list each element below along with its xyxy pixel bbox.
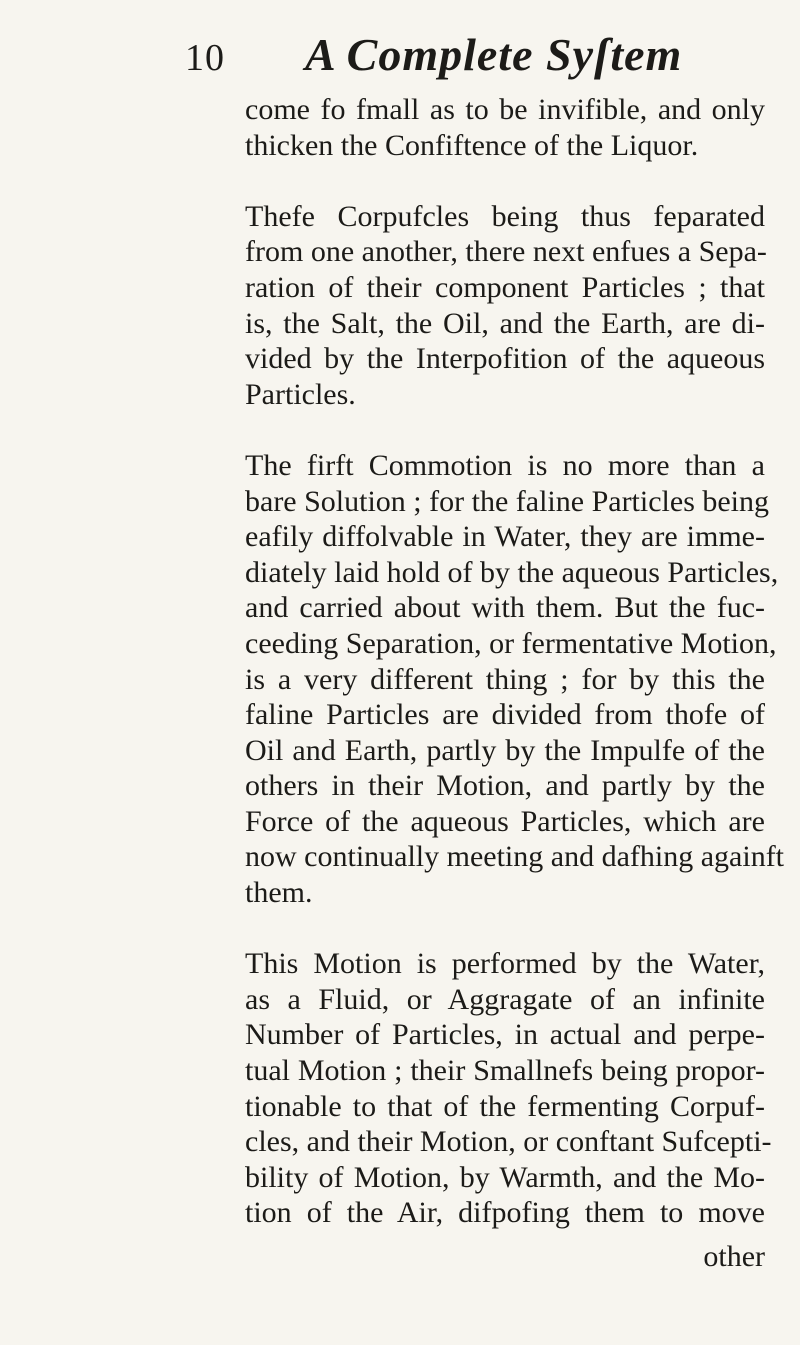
text-line: bility of Motion, by Warmth, and the Mo- xyxy=(245,1160,765,1194)
running-title: A Complete Syſtem xyxy=(305,29,683,80)
text-line: tionable to that of the fermenting Corpuf- xyxy=(245,1089,765,1123)
text-line: Oil and Earth, partly by the Impulfe of the xyxy=(245,733,765,767)
paragraph-4 xyxy=(245,946,772,1231)
text-line: bare Solution ; for the faline Particles being xyxy=(245,484,770,518)
text-line: vided by the Interpofition of the aqueous xyxy=(245,342,765,376)
paragraph-1 xyxy=(245,92,765,163)
text-line: This Motion is performed by the Water, xyxy=(245,947,765,981)
text-line: tual Motion ; their Smallnefs being propor- xyxy=(245,1054,765,1088)
text-line: thicken the Confiftence of the Liquor. xyxy=(245,128,699,162)
text-line: faline Particles are divided from thofe of xyxy=(245,698,765,732)
text-line: now continually meeting and dafhing againft xyxy=(245,840,785,874)
text-line: Particles. xyxy=(245,377,356,411)
text-line: others in their Motion, and partly by the xyxy=(245,769,765,803)
text-line: The firft Commotion is no more than a xyxy=(245,448,765,482)
text-line: Number of Particles, in actual and perpe- xyxy=(245,1018,765,1052)
text-line: is a very different thing ; for by this the xyxy=(245,662,765,696)
paragraph-3 xyxy=(245,448,785,911)
text-line: tion of the Air, difpofing them to move xyxy=(245,1196,765,1230)
body-text xyxy=(245,92,785,1231)
text-line: as a Fluid, or Aggragate of an infinite xyxy=(245,982,765,1016)
page-number: 10 xyxy=(185,37,225,79)
text-line: and carried about with them. But the fuc- xyxy=(245,591,765,625)
text-line: from one another, there next enfues a Sepa- xyxy=(245,235,767,269)
text-line: ration of their component Particles ; that xyxy=(245,270,765,304)
text-line: come fo fmall as to be invifible, and only xyxy=(245,93,765,126)
text-line: them. xyxy=(245,876,313,910)
text-line: ceeding Separation, or fermentative Motion, xyxy=(245,626,777,660)
text-line: is, the Salt, the Oil, and the Earth, are di- xyxy=(245,306,765,340)
text-line: Force of the aqueous Particles, which are xyxy=(245,804,765,838)
text-line: cles, and their Motion, or conftant Sufcepti- xyxy=(245,1125,772,1159)
text-line: eafily diffolvable in Water, they are imme- xyxy=(245,520,765,554)
catchword: other xyxy=(703,1240,765,1273)
text-line: Thefe Corpufcles being thus feparated xyxy=(245,199,765,233)
text-line: diately laid hold of by the aqueous Particles, xyxy=(245,555,779,589)
paragraph-2 xyxy=(245,199,765,413)
running-head xyxy=(185,28,682,88)
